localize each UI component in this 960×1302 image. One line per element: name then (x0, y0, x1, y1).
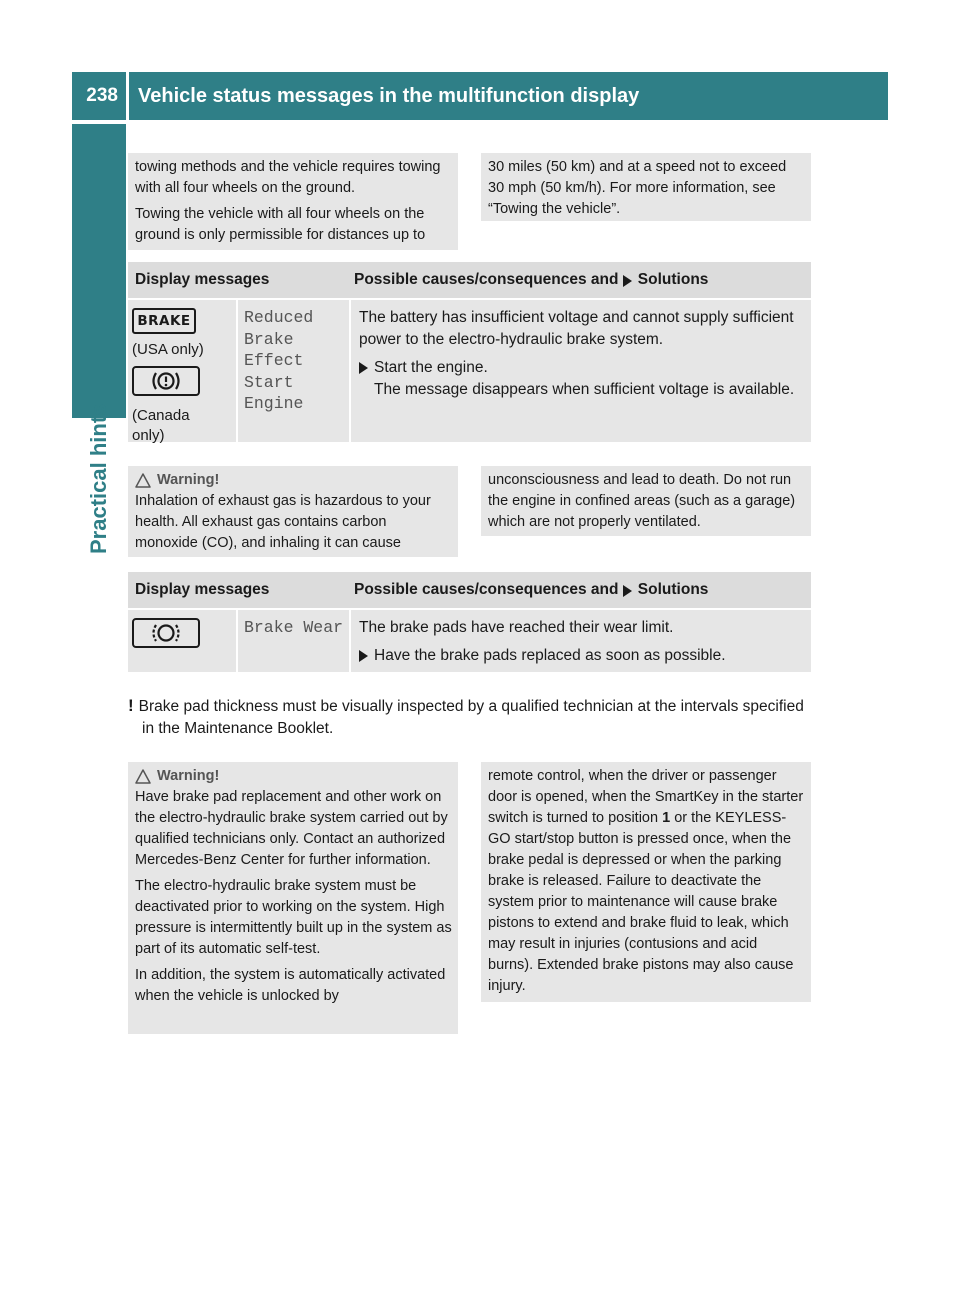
table-1-col2-header (348, 262, 811, 298)
page-number: 238 (86, 85, 118, 106)
message-line: Reduced (244, 308, 314, 327)
table-2 (128, 572, 811, 672)
warning-triangle-icon (135, 473, 151, 488)
message-line: Start (244, 372, 294, 392)
page-title: Vehicle status messages in the multifunction display (138, 84, 640, 107)
brake-circle-icon (132, 366, 236, 402)
icon-caption-usa: (USA only) (132, 341, 204, 358)
brake-icon (132, 308, 196, 334)
message-line: Effect (244, 351, 304, 370)
table-1-message-cell (238, 300, 349, 442)
warning-2-left-p3: In addition, the system is automatically activated when the vehicle is unlocked by (135, 967, 446, 1004)
note-text: Brake pad thickness must be visually inspected by a qualified technician at the intervals specified in the Maintenance Booklet. (138, 698, 804, 737)
table-2-col2-prefix: Possible causes/consequences and (354, 581, 619, 598)
warning-2-title (135, 766, 452, 787)
warning-triangle-icon (135, 769, 151, 784)
warning-2-right-p1 (488, 766, 805, 997)
warning-2-right (481, 762, 811, 1002)
table-2-header (128, 572, 811, 608)
warning-1-title (135, 470, 452, 491)
note-paragraph (128, 695, 812, 740)
table-1-step-text: Start the engine. (374, 359, 488, 376)
warning-1-right (481, 466, 811, 536)
brake-wear-icon (132, 618, 200, 648)
table-2-row (128, 610, 811, 672)
warning-1-right-text: unconsciousness and lead to death. Do not run the engine in confined areas (such as a garage) which are not properly ventilated. (488, 472, 796, 530)
side-tab-label: Practical hints (86, 403, 111, 554)
step-arrow-icon (359, 362, 368, 374)
towing-left-p1: towing methods and the vehicle requires towing with all four wheels on the ground. (135, 159, 441, 196)
towing-box-right (481, 153, 811, 221)
step-arrow-icon (359, 650, 368, 662)
header-separator (126, 72, 129, 120)
towing-right-p1: 30 miles (50 km) and at a speed not to exceed 30 mph (50 km/h). For more information, see “Towing the vehicle”. (488, 159, 787, 217)
brake-icon-text: BRAKE (137, 313, 191, 329)
table-2-message-cell: Brake Wear (238, 610, 349, 672)
table-2-step-text: Have the brake pads replaced as soon as possible. (374, 647, 726, 664)
solution-arrow-icon (623, 585, 632, 597)
towing-left-p2: Towing the vehicle with all four wheels on the ground is only permissible for distances up to (135, 206, 426, 243)
solution-arrow-icon (623, 275, 632, 287)
table-2-col1-header: Display messages (128, 572, 348, 608)
table-1-col2-suffix: Solutions (637, 271, 709, 288)
icon-caption-canada: (Canada only) (132, 407, 190, 444)
table-1-cause: The battery has insufficient voltage and cannot supply sufficient power to the electro-hydraulic brake system. (359, 309, 794, 348)
table-2-solution-cell (351, 610, 811, 672)
table-2-step (359, 645, 801, 667)
warning-2-left-p2: The electro-hydraulic brake system must be deactivated prior to working on the system. High pressure is intermittently built up in the system as part of its automatic self-test. (135, 878, 452, 957)
table-1-solution-cell (351, 300, 811, 442)
message-line: Brake (244, 329, 294, 349)
warning-2-right-text-a: remote control, when the driver or passenger door is opened, when the SmartKey in the starter switch is turned to position (488, 768, 804, 826)
table-2-icon-cell (128, 610, 236, 672)
warning-1-left-text: Inhalation of exhaust gas is hazardous to your health. All exhaust gas contains carbon monoxide (CO), and inhaling it can cause (135, 493, 431, 551)
warning-2-title-text: Warning! (157, 768, 220, 784)
table-1 (128, 262, 811, 442)
warning-2-right-text-b: or the KEYLESS-GO start/stop button is pressed once, when the brake pedal is depressed or when the parking brake is released. Failure to deactivate the system prior to maintenance will cause brake pistons to extend and brake fluid to leak, which may result in injuries (contusions and acid burns). Extended brake pistons may also cause injury. (488, 810, 794, 994)
note-exclamation-icon: ! (128, 696, 134, 715)
warning-2-left (128, 762, 458, 1034)
message-line: Engine (244, 394, 304, 413)
side-tab-label-wrap (72, 124, 126, 620)
warning-2-left-p1: Have brake pad replacement and other work on the electro-hydraulic brake system carried out by qualified technicians only. Contact an authorized Mercedes-Benz Center for further information. (135, 789, 448, 868)
table-1-row (128, 300, 811, 442)
warning-1-left (128, 466, 458, 557)
table-2-col2-header (348, 572, 811, 608)
table-1-icon-cell (128, 300, 236, 442)
table-1-col1-header: Display messages (128, 262, 348, 298)
ignition-position: 1 (662, 810, 671, 826)
warning-1-title-text: Warning! (157, 472, 220, 488)
table-2-cause: The brake pads have reached their wear limit. (359, 619, 674, 636)
towing-box-left (128, 153, 458, 250)
table-2-col2-suffix: Solutions (637, 581, 709, 598)
table-1-step (359, 357, 801, 401)
table-1-step-result: The message disappears when sufficient voltage is available. (374, 381, 795, 398)
table-1-header (128, 262, 811, 298)
table-1-col2-prefix: Possible causes/consequences and (354, 271, 619, 288)
